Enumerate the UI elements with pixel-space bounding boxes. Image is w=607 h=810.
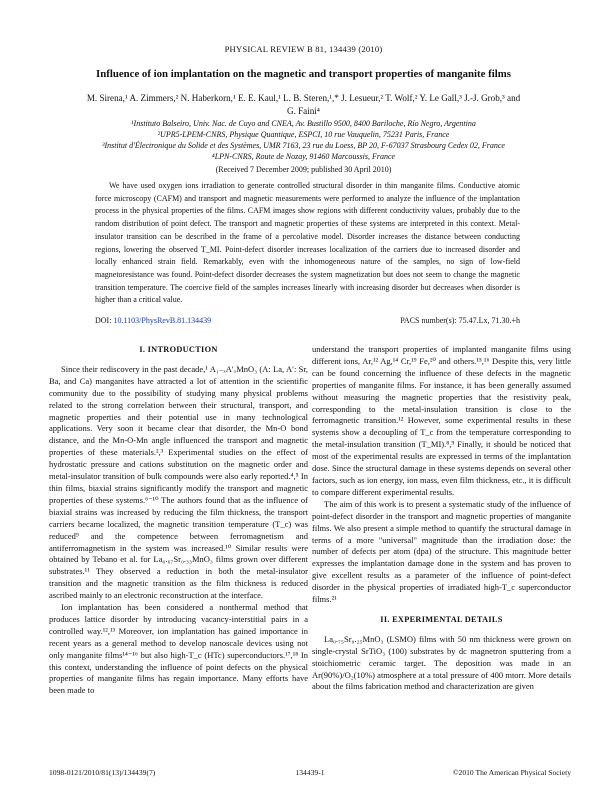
doi-prefix: DOI: (95, 316, 114, 325)
author-list (50, 92, 557, 118)
left-column (49, 344, 308, 697)
author-line-1: M. Sirena,¹ A. Zimmers,² N. Haberkorn,¹ E. E. Kaul,¹ L. B. Steren,¹,* J. Lesueur,² T. Wolf,² Y. Le Gall,³ J.-J. Grob,³ and (86, 93, 521, 103)
author-line-2: G. Faini⁴ (287, 106, 320, 116)
section-heading-introduction: I. INTRODUCTION (139, 345, 218, 354)
intro-paragraph-4: The aim of this work is to present a systematic study of the influence of point-defect disorder in the transport and magnetic properties of manganite films. We also present a simple method to quantify the structural damage in terms of a more "universal" magnitude than the irradiation dose: the number of defects per atom (dpa) of the structure. This magnitude better expresses the implantation damage done in the system and has proven to give excellent results as a parameter of the influence of point-defect disorder in the physical properties of irradiated high-T_c superconductor films.²¹ (312, 498, 571, 605)
page-footer (49, 768, 571, 777)
intro-paragraph-2: Ion implantation has been considered a nonthermal method that produces lattice disorder by introducing vacancy-interstitial pairs in a controlled way.¹²,¹³ Moreover, ion implantation has gained importance in recent years as a general method to develop nanoscale devices using not only manganite films¹⁴⁻¹⁶ but also high-T_c (HTc) superconductors.¹⁷,¹⁸ In this context, understanding the influence of point defects on the physical properties of manganite films has regain importance. Many efforts have been made to (49, 602, 308, 696)
intro-paragraph-3: understand the transport properties of implanted manganite films using different ions, Ar,¹² Ag,¹⁴ Cr,¹⁹ Fe,²⁰ and others.¹⁵,¹⁶ Despite this, very little can be found concerning the influence of these defects in the magnetic properties of manganite films. For instance, it has been generally assumed without measuring the magnetic properties that the resistivity peak, corresponding to the metal-insulation transition is close to the ferromagnetic transition.¹² However, some experimental results in these systems show a decoupling of T_c from the temperature corresponding to the metal-insulation transition (T_MI).⁸,⁹ Finally, it should be noticed that most of the experimental results are expressed in terms of the implantation dose. Since the structural damage in these systems depends on several other factors, such as ion energy, ion mass, even film thickness, etc., it is difficult to compare different experimental results. (312, 344, 571, 497)
doi-link[interactable]: 10.1103/PhysRevB.81.134439 (113, 316, 212, 325)
footer-page-number: 134439-1 (295, 768, 325, 777)
pacs-numbers: PACS number(s): 75.47.Lx, 71.30.+h (400, 316, 520, 325)
affiliation-4: ⁴LPN-CNRS, Route de Nozay, 91460 Marcoussis, France (211, 152, 396, 161)
right-column (312, 344, 571, 693)
section-heading-experimental: II. EXPERIMENTAL DETAILS (380, 614, 503, 624)
footer-issn: 1098-0121/2010/81(13)/134439(7) (49, 768, 156, 777)
affiliation-3: ³Institut d'Électronique du Solide et des Systèmes, UMR 7163, 23 rue du Loess, BP 20, F-67037 Strasbourg Cedex 02, France (102, 141, 505, 150)
intro-paragraph-1: Since their rediscovery in the past decade,¹ A₁₋ₓA′ₓMnO₃ (A: La, A′: Sr, Ba, and Ca) manganites have attracted a lot of attention in the scientific community due to the possibility of studying many physical problems related to the strong correlation between their structural, transport, and magnetic properties and their potential use in many technological applications. Very soon it became clear that disorder, the Mn-O bond distance, and the Mn-O-Mn angle influenced the transport and magnetic properties of these materials.²,³ Experimental studies on the effect of hydrostatic pressure and cations substitution on the magnetic order and metal-insulator transition of bulk compounds were also early reported.⁴,⁵ In thin films, biaxial strains significantly modify the transport and magnetic properties of these systems.⁶⁻¹⁰ The authors found that as the influence of biaxial strains was increased by reducing the film thickness, the transport carriers became localized, the magnetic transition temperature (T_c) was reduced⁹ and the competence between ferromagnetism and antiferromagnetism in the system was increased.¹⁰ Similar results were obtained by Tebano et al. for La₀.₆₇Sr₀.₃₃MnO₃ films grown over different substrates.¹¹ They observed a reduction in both the metal-insulator transition and the magnetic transition as the film thickness is reduced ascribed mainly to an electronic reconstruction at the interface. (49, 363, 308, 601)
footer-copyright: ©2010 The American Physical Society (452, 768, 571, 777)
doi-line (95, 316, 520, 325)
received-dates: (Received 7 December 2009; published 30 April 2010) (215, 165, 392, 174)
abstract: We have used oxygen ions irradiation to generate controlled structural disorder in thin manganite films. Conductive atomic force microscopy (CAFM) and transport and magnetic measurements were performed to analyze the influence of the implantation process in the physical properties of the films. CAFM images show regions with different conductivity values, probably due to the random distribution of point defect. The transport and magnetic properties of these systems are interpreted in this context. Metal-insulator transition can be described in the frame of a percolative model. Disorder increases the distance between conducting regions, lowering the observed T_MI. Point-defect disorder increases localization of the carriers due to increased disorder and locally enhanced strain field. Remarkably, even with the inhomogeneous nature of the samples, no sign of low-field magnetoresistance was found. Point-defect disorder decreases the system magnetization but does not seem to change the magnetic transition temperature. The coercive field of the samples increases linearly with increasing disorder but decreases when disorder is higher than a critical value. (95, 181, 520, 305)
affiliation-1: ¹Instituto Balseiro, Univ. Nac. de Cuyo and CNEA, Av. Bustillo 9500, 8400 Bariloche, Río Negro, Argentina (131, 119, 476, 128)
paper-title: Influence of ion implantation on the magnetic and transport properties of manganite films (96, 68, 511, 80)
running-head: PHYSICAL REVIEW B 81, 134439 (2010) (224, 44, 383, 54)
affiliation-2: ²UPR5-LPEM-CNRS, Physique Quantique, ESPCI, 10 rue Vauquelin, 75231 Paris, France (157, 130, 450, 139)
experimental-paragraph-1: La₀.₇₅Sr₀.₂₅MnO₃ (LSMO) films with 50 nm thickness were grown on single-crystal SrTiO₃ (100) substrates by dc magnetron sputtering from a stoichiometric ceramic target. The deposition was made in an Ar(90%)/O₂(10%) atmosphere at a total pressure of 400 mtorr. More details about the films fabrication method and characterization are given (312, 633, 571, 692)
